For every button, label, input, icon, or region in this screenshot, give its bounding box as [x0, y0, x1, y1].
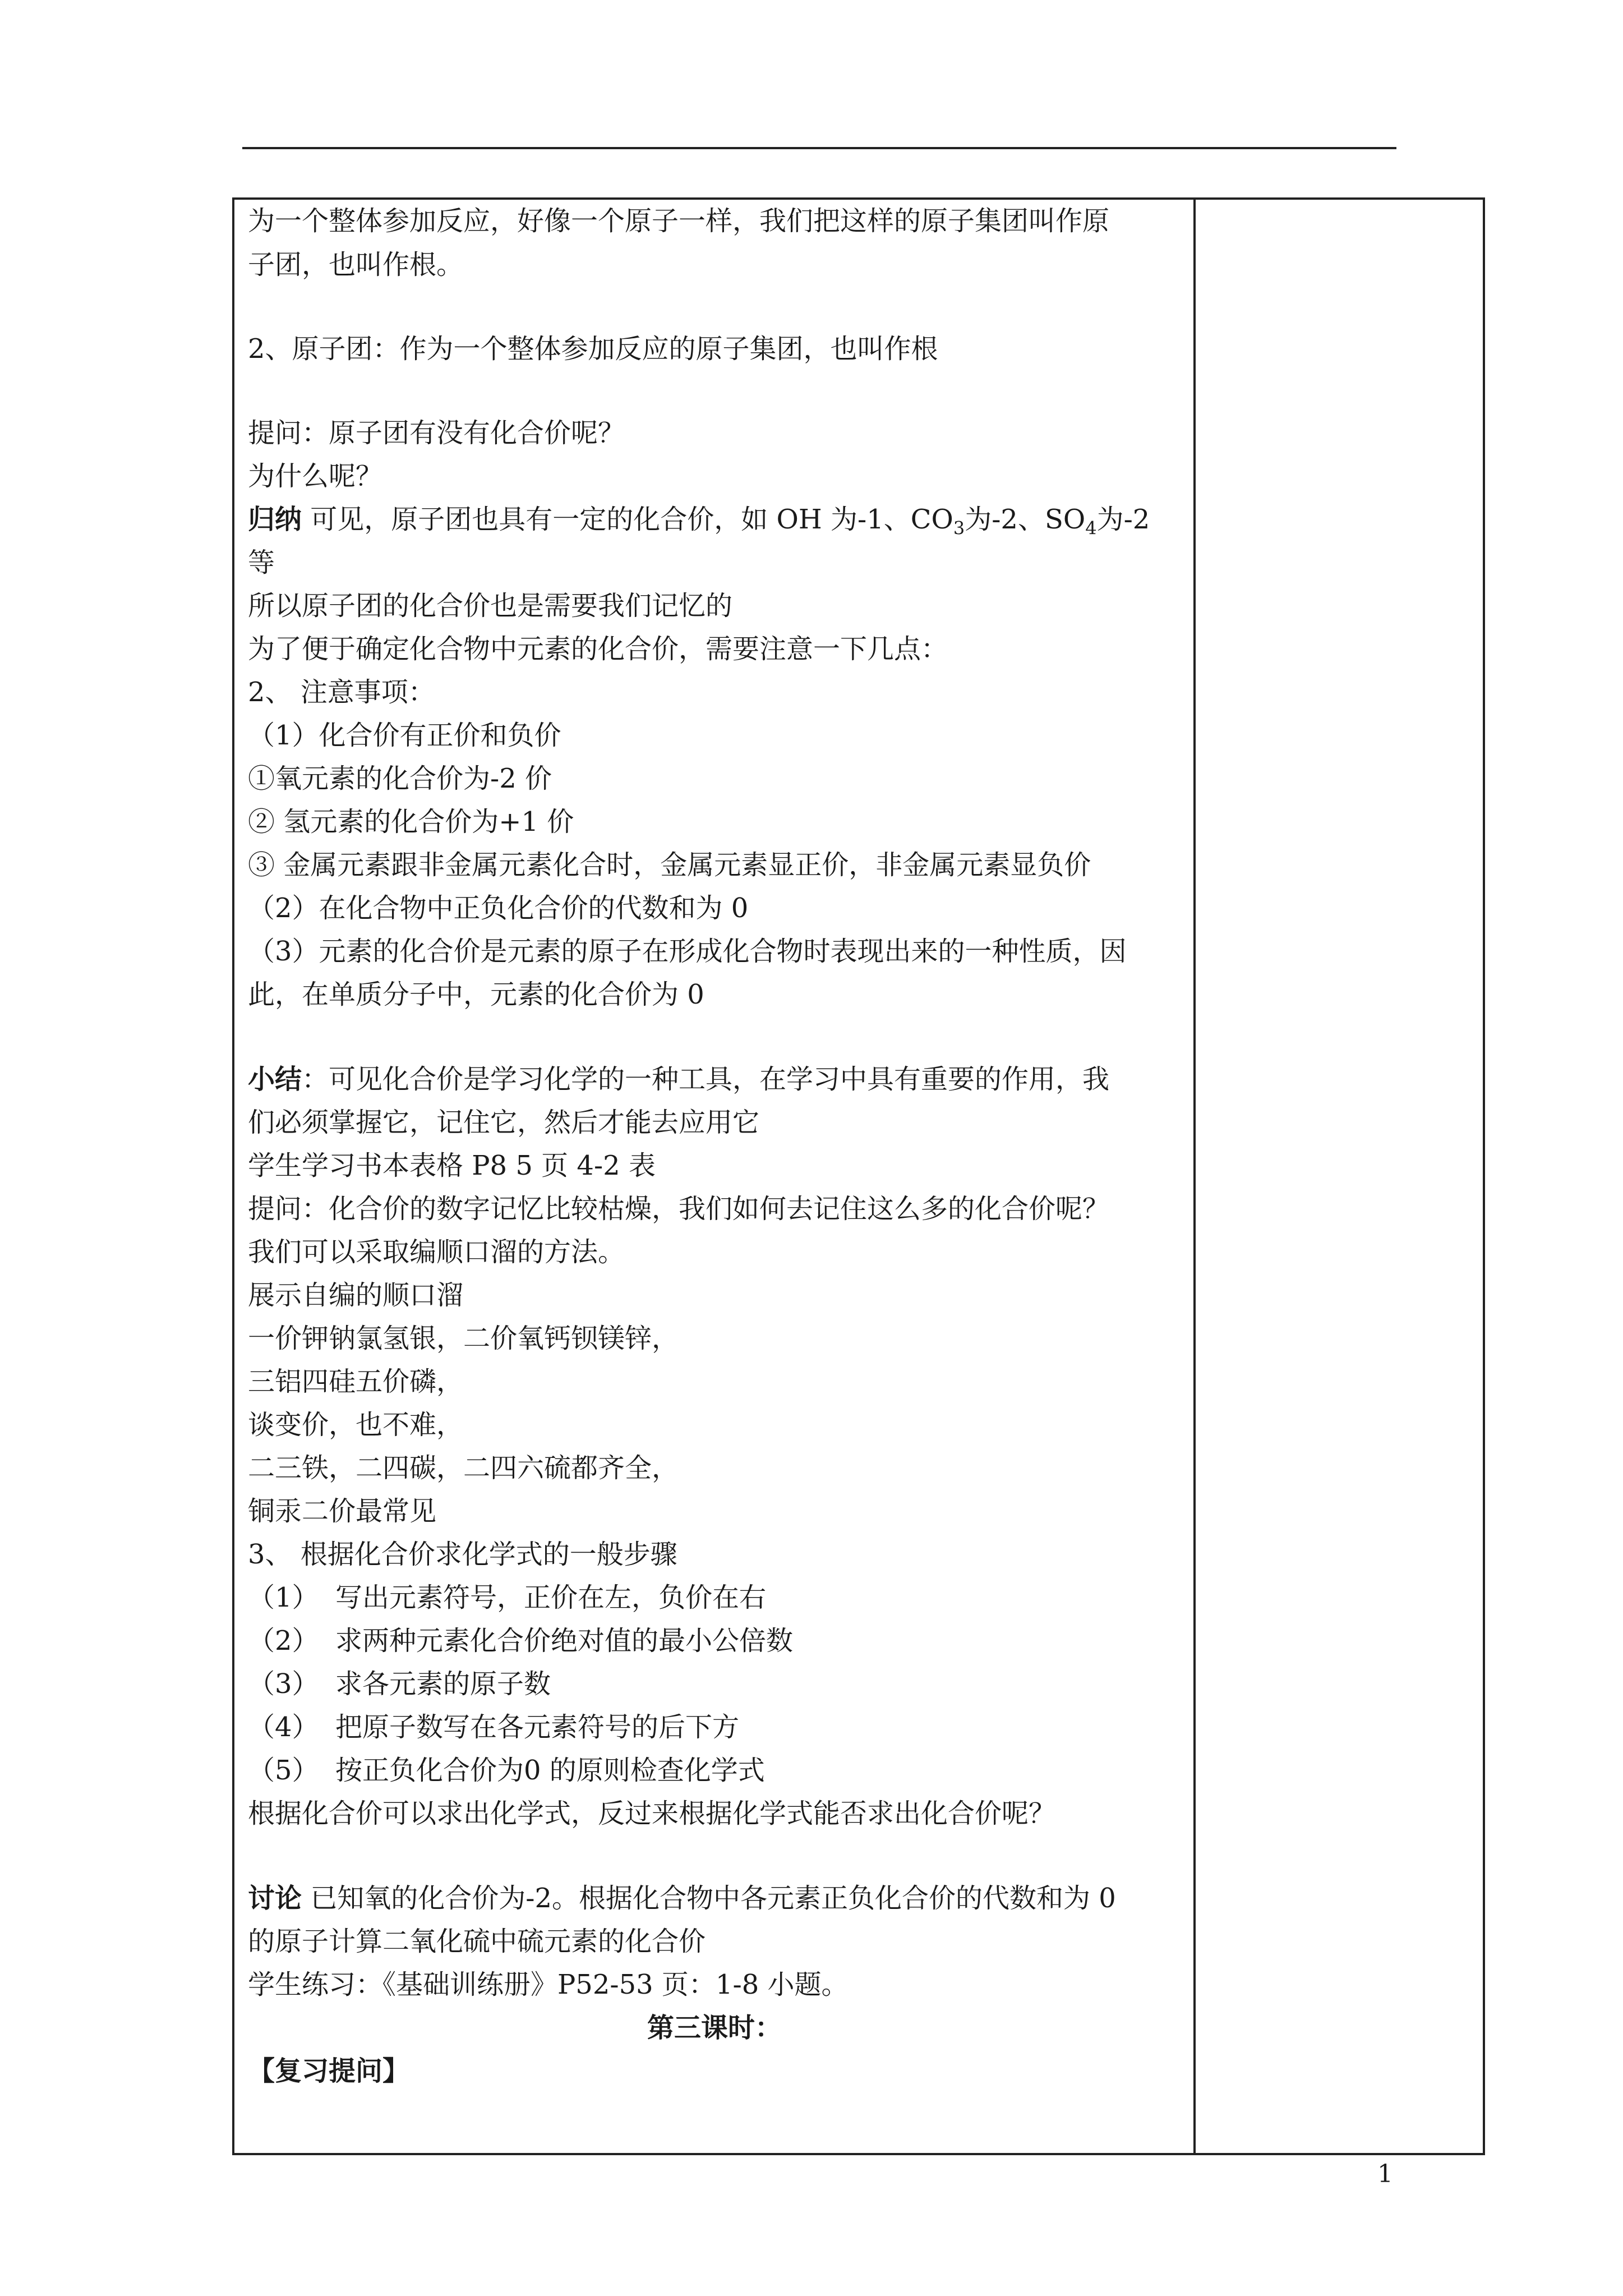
- summary-label: 归纳: [248, 504, 302, 535]
- conclusion-label: 小结: [248, 1064, 302, 1095]
- step-text: 求各元素的原子数: [335, 1668, 551, 1700]
- step-number: （5）: [248, 1755, 319, 1786]
- column-divider: [1193, 200, 1196, 2153]
- step-item: [248, 1576, 766, 1619]
- text-line: 2、 注意事项：: [248, 677, 435, 708]
- step-number: （3）: [248, 1668, 319, 1700]
- text-fragment: ：可见化合价是学习化学的一种工具，在学习中具有重要的作用，我: [302, 1064, 1110, 1095]
- text-line: 提问：原子团有没有化合价呢？: [248, 417, 625, 449]
- page-number: 1: [1377, 2160, 1393, 2188]
- text-line: 学生学习书本表格 P8 5 页 4-2 表: [248, 1150, 656, 1181]
- mnemonic-line: 二三铁，二四碳，二四六硫都齐全，: [248, 1452, 679, 1484]
- text-line: 等: [248, 547, 275, 578]
- mnemonic-line: 铜汞二价最常见: [248, 1496, 437, 1527]
- subscript: 3: [953, 517, 965, 539]
- review-heading: 【复习提问】: [248, 2055, 410, 2087]
- text-fragment: 已知氧的化合价为-2。根据化合物中各元素正负化合价的代数和为 0: [302, 1883, 1116, 1914]
- text-line: 我们可以采取编顺口溜的方法。: [248, 1236, 625, 1268]
- text-line: ①氧元素的化合价为-2 价: [248, 763, 552, 794]
- lesson-table: [232, 197, 1485, 2155]
- text-line: 此，在单质分子中，元素的化合价为 0: [248, 979, 704, 1010]
- step-item: [248, 1749, 765, 1792]
- text-line: （2）在化合物中正负化合价的代数和为 0: [248, 892, 749, 924]
- step-text: 把原子数写在各元素符号的后下方: [335, 1711, 740, 1743]
- text-line: 们必须掌握它，记住它，然后才能去应用它: [248, 1107, 760, 1138]
- step-text: 按正负化合价为0 的原则检查化学式: [335, 1755, 765, 1786]
- header-rule: [242, 147, 1396, 149]
- text-line: 为一个整体参加反应，好像一个原子一样，我们把这样的原子集团叫作原: [248, 205, 1110, 237]
- mnemonic-line: 三铝四硅五价磷，: [248, 1366, 464, 1397]
- mnemonic-line: 一价钾钠氯氢银，二价氧钙钡镁锌，: [248, 1323, 679, 1354]
- summary-line: [248, 498, 1150, 541]
- step-item: [248, 1706, 739, 1749]
- text-line: （1）化合价有正价和负价: [248, 720, 561, 751]
- text-line: 为什么呢？: [248, 461, 383, 492]
- text-line: ③ 金属元素跟非金属元素化合时，金属元素显正价，非金属元素显负价: [248, 849, 1091, 881]
- text-line: 子团，也叫作根。: [248, 249, 464, 280]
- text-line: 根据化合价可以求出化学式，反过来根据化学式能否求出化合价呢？: [248, 1798, 1056, 1829]
- text-line: 所以原子团的化合价也是需要我们记忆的: [248, 590, 733, 622]
- step-number: （2）: [248, 1625, 319, 1657]
- text-line: 3、 根据化合价求化学式的一般步骤: [248, 1539, 677, 1570]
- step-item: [248, 1663, 551, 1706]
- conclusion-line: [248, 1058, 1109, 1101]
- lesson-heading: 第三课时：: [647, 2012, 782, 2044]
- text-line: ② 氢元素的化合价为+1 价: [248, 806, 574, 838]
- mnemonic-line: 谈变价，也不难，: [248, 1409, 464, 1441]
- step-text: 写出元素符号，正价在左，负价在右: [335, 1582, 767, 1613]
- step-number: （1）: [248, 1582, 319, 1613]
- step-text: 求两种元素化合价绝对值的最小公倍数: [335, 1625, 794, 1657]
- text-line: 为了便于确定化合物中元素的化合价，需要注意一下几点：: [248, 633, 948, 665]
- text-line: 学生练习：《基础训练册》P52-53 页：1-8 小题。: [248, 1969, 849, 2000]
- text-line: 2、原子团：作为一个整体参加反应的原子集团，也叫作根: [248, 333, 938, 365]
- text-fragment: 可见，原子团也具有一定的化合价，如 OH 为-1、CO: [302, 504, 953, 535]
- text-line: 展示自编的顺口溜: [248, 1280, 464, 1311]
- text-line: 提问：化合价的数字记忆比较枯燥，我们如何去记住这么多的化合价呢？: [248, 1193, 1110, 1225]
- step-number: （4）: [248, 1711, 319, 1743]
- text-fragment: 为-2: [1096, 504, 1150, 535]
- text-line: （3）元素的化合价是元素的原子在形成化合物时表现出来的一种性质，因: [248, 936, 1127, 967]
- discussion-label: 讨论: [248, 1883, 302, 1914]
- discussion-line: [248, 1877, 1116, 1920]
- text-line: 的原子计算二氧化硫中硫元素的化合价: [248, 1926, 706, 1957]
- step-item: [248, 1619, 793, 1663]
- text-fragment: 为-2、SO: [965, 504, 1086, 535]
- subscript: 4: [1085, 517, 1097, 539]
